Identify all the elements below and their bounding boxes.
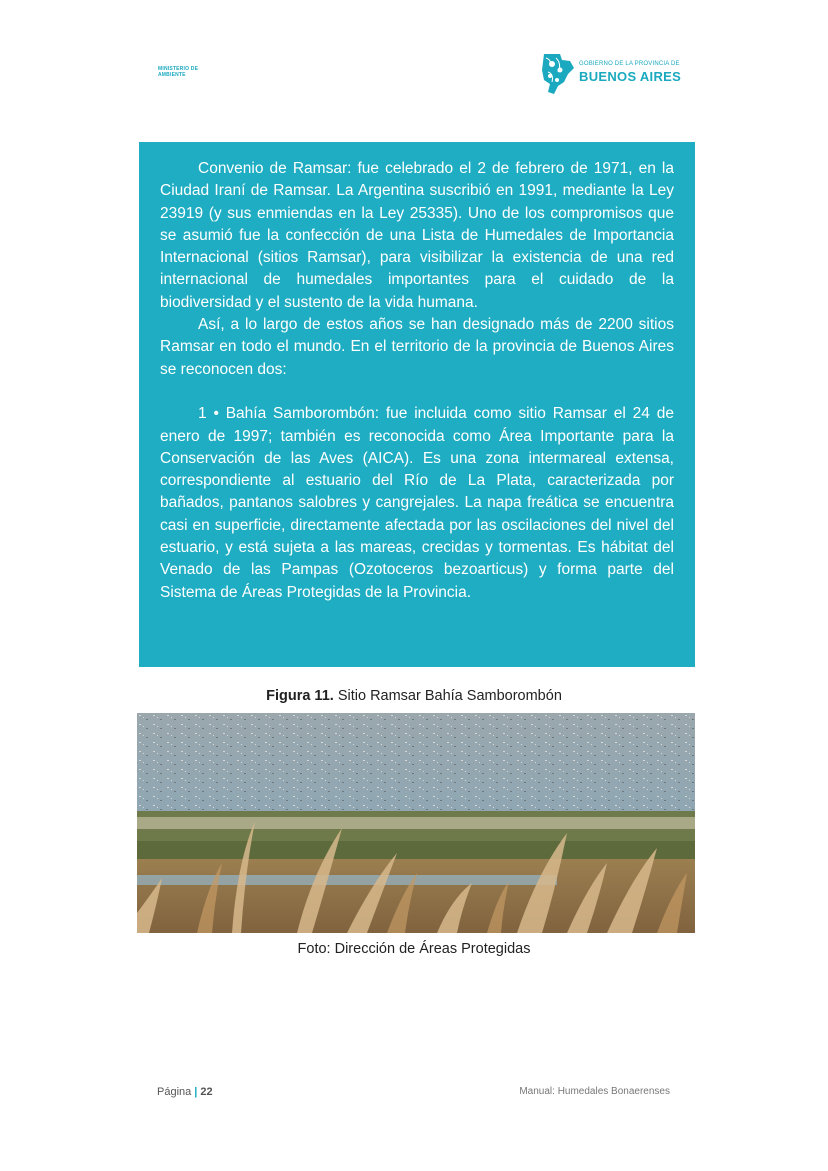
manual-title-footer: Manual: Humedales Bonaerenses [519,1086,670,1097]
figure-photo [137,713,695,933]
government-logo [540,52,680,96]
paragraph-ramsar-sites: Así, a lo largo de estos años se han designado más de 2200 sitios Ramsar en todo el mundo. En el territorio de la provincia de Buenos Aires se reconocen dos: [160,316,674,378]
page-number: 22 [200,1086,213,1098]
wetland-photo-illustration [137,713,695,933]
government-logo-title: BUENOS AIRES [579,69,682,84]
paragraph-bahia-samborombon: 1 • Bahía Samborombón: fue incluida como sitio Ramsar el 24 de enero de 1997; también es reconocida como Área Importante para la Conservación de las Aves (AICA). Es una zona intermareal extensa, correspondiente al estuario del Río de La Plata, caracterizada por bañados, pantanos salobres y cangrejales. La napa freática se encuentra casi en superficie, directamente afectada por las oscilaciones del nivel del estuario, y está sujeta a las mareas, crecidas y tormentas. Es hábitat del Venado de las Pampas (Ozotoceros bezoarticus) y forma parte del Sistema de Áreas Protegidas de la Provincia. [160,405,674,601]
page-label: Página [157,1086,192,1098]
page-number-footer [157,1086,213,1098]
province-map-icon [540,52,576,96]
ministry-logo [158,66,202,78]
paragraph-ramsar-convention: Convenio de Ramsar: fue celebrado el 2 de febrero de 1971, en la Ciudad Iraní de Ramsar. La Argentina suscribió en 1991, mediante la Ley 23919 (y sus enmiendas en la Ley 25335). Uno de los compromisos que se asumió fue la confección de una Lista de Humedales de Importancia Internacional (sitios Ramsar), para visibilizar la existencia de una red internacional de humedales importantes para el cuidado de la biodiversidad y el sustento de la vida humana. [160,160,674,311]
footer-separator: | [194,1086,198,1098]
ramsar-info-box [139,142,695,667]
government-logo-subtitle: GOBIERNO DE LA PROVINCIA DE [579,61,680,67]
ministry-logo-line2: AMBIENTE [158,72,186,78]
figure-caption [0,688,828,704]
figure-title: Sitio Ramsar Bahía Samborombón [337,688,562,704]
photo-credit: Foto: Dirección de Áreas Protegidas [297,941,531,957]
ministry-logo-line1: MINISTERIO DE [158,66,199,72]
figure-label: Figura 11. [266,688,334,704]
